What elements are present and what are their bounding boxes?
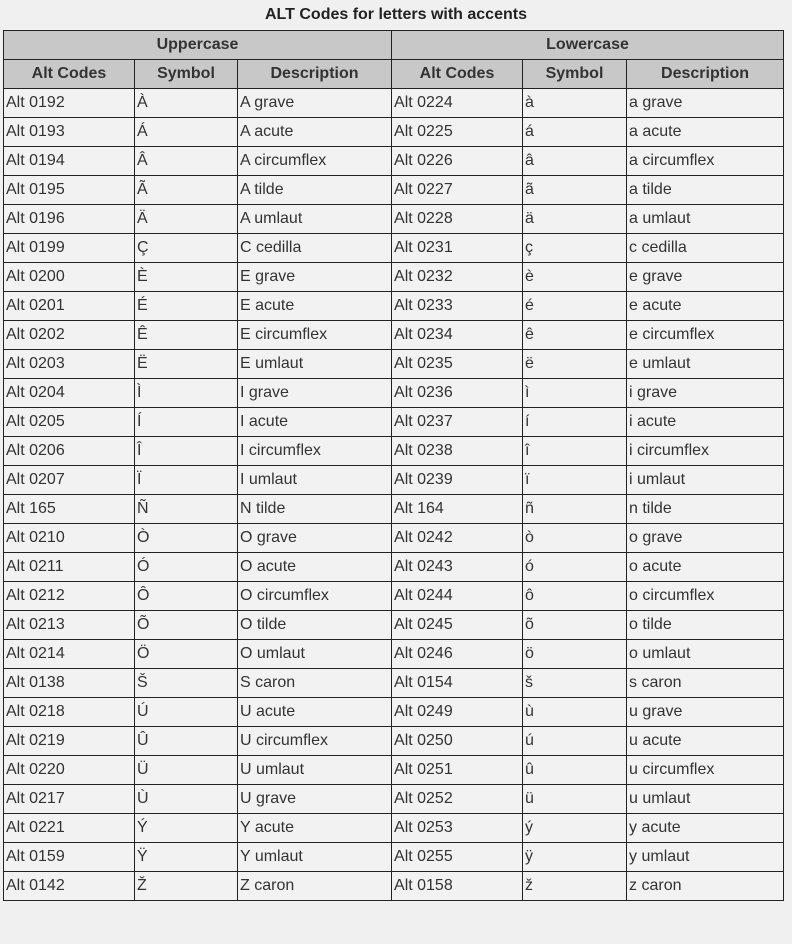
lowercase-symbol-cell: ÿ bbox=[523, 843, 627, 872]
uppercase-alt-code-cell: Alt 0142 bbox=[4, 872, 135, 901]
uppercase-symbol-cell: Ÿ bbox=[135, 843, 238, 872]
lowercase-alt-code-cell: Alt 0225 bbox=[392, 118, 523, 147]
uppercase-symbol-cell: Ã bbox=[135, 176, 238, 205]
lowercase-symbol-cell: ó bbox=[523, 553, 627, 582]
table-row bbox=[4, 756, 784, 785]
uppercase-alt-code-cell: Alt 0219 bbox=[4, 727, 135, 756]
lowercase-symbol-cell: ö bbox=[523, 640, 627, 669]
uppercase-symbol-cell: Ü bbox=[135, 756, 238, 785]
uppercase-description-cell: E circumflex bbox=[238, 321, 392, 350]
uppercase-alt-code-cell: Alt 0196 bbox=[4, 205, 135, 234]
uppercase-alt-code-cell: Alt 0205 bbox=[4, 408, 135, 437]
uppercase-description-cell: A tilde bbox=[238, 176, 392, 205]
table-row bbox=[4, 872, 784, 901]
uppercase-description-cell: O umlaut bbox=[238, 640, 392, 669]
uppercase-description-cell: A grave bbox=[238, 89, 392, 118]
uppercase-symbol-cell: Ñ bbox=[135, 495, 238, 524]
lowercase-description-cell: o umlaut bbox=[627, 640, 784, 669]
lowercase-symbol-cell: û bbox=[523, 756, 627, 785]
table-row bbox=[4, 118, 784, 147]
uppercase-symbol-cell: Š bbox=[135, 669, 238, 698]
lowercase-symbol-cell: ì bbox=[523, 379, 627, 408]
lowercase-alt-code-cell: Alt 0243 bbox=[392, 553, 523, 582]
lowercase-symbol-cell: à bbox=[523, 89, 627, 118]
table-row bbox=[4, 205, 784, 234]
lowercase-description-cell: a grave bbox=[627, 89, 784, 118]
uppercase-symbol-cell: Ç bbox=[135, 234, 238, 263]
lowercase-symbol-cell: ä bbox=[523, 205, 627, 234]
uppercase-symbol-cell: Ì bbox=[135, 379, 238, 408]
uppercase-symbol-cell: Ê bbox=[135, 321, 238, 350]
uppercase-symbol-cell: Ö bbox=[135, 640, 238, 669]
uppercase-description-cell: C cedilla bbox=[238, 234, 392, 263]
table-row bbox=[4, 408, 784, 437]
uppercase-description-cell: O circumflex bbox=[238, 582, 392, 611]
lowercase-alt-code-cell: Alt 0233 bbox=[392, 292, 523, 321]
table-row bbox=[4, 843, 784, 872]
uppercase-alt-code-cell: Alt 0220 bbox=[4, 756, 135, 785]
lowercase-alt-code-cell: Alt 0242 bbox=[392, 524, 523, 553]
lowercase-symbol-cell: ž bbox=[523, 872, 627, 901]
table-row bbox=[4, 553, 784, 582]
uppercase-alt-code-cell: Alt 165 bbox=[4, 495, 135, 524]
uppercase-alt-code-cell: Alt 0207 bbox=[4, 466, 135, 495]
lowercase-description-cell: u circumflex bbox=[627, 756, 784, 785]
lowercase-description-cell: c cedilla bbox=[627, 234, 784, 263]
lowercase-description-cell: u acute bbox=[627, 727, 784, 756]
lowercase-alt-code-cell: Alt 0235 bbox=[392, 350, 523, 379]
lowercase-alt-code-cell: Alt 0239 bbox=[392, 466, 523, 495]
uppercase-description-cell: Y acute bbox=[238, 814, 392, 843]
lowercase-description-cell: e acute bbox=[627, 292, 784, 321]
uppercase-description-cell: I umlaut bbox=[238, 466, 392, 495]
lowercase-alt-code-cell: Alt 0234 bbox=[392, 321, 523, 350]
uppercase-symbol-cell: Ž bbox=[135, 872, 238, 901]
lowercase-symbol-cell: á bbox=[523, 118, 627, 147]
uppercase-description-cell: U umlaut bbox=[238, 756, 392, 785]
uppercase-symbol-cell: Ý bbox=[135, 814, 238, 843]
lowercase-symbol-cell: è bbox=[523, 263, 627, 292]
table-row bbox=[4, 350, 784, 379]
uppercase-description-cell: U acute bbox=[238, 698, 392, 727]
column-header-description: Description bbox=[238, 60, 392, 89]
uppercase-symbol-cell: Â bbox=[135, 147, 238, 176]
uppercase-symbol-cell: Ï bbox=[135, 466, 238, 495]
lowercase-description-cell: i grave bbox=[627, 379, 784, 408]
lowercase-alt-code-cell: Alt 0252 bbox=[392, 785, 523, 814]
column-header-symbol: Symbol bbox=[135, 60, 238, 89]
lowercase-alt-code-cell: Alt 0245 bbox=[392, 611, 523, 640]
lowercase-description-cell: o circumflex bbox=[627, 582, 784, 611]
lowercase-symbol-cell: ò bbox=[523, 524, 627, 553]
table-row bbox=[4, 89, 784, 118]
lowercase-description-cell: a acute bbox=[627, 118, 784, 147]
uppercase-description-cell: E grave bbox=[238, 263, 392, 292]
table-row bbox=[4, 234, 784, 263]
lowercase-description-cell: o acute bbox=[627, 553, 784, 582]
uppercase-description-cell: O acute bbox=[238, 553, 392, 582]
lowercase-alt-code-cell: Alt 0231 bbox=[392, 234, 523, 263]
uppercase-alt-code-cell: Alt 0204 bbox=[4, 379, 135, 408]
lowercase-symbol-cell: î bbox=[523, 437, 627, 466]
lowercase-description-cell: s caron bbox=[627, 669, 784, 698]
table-row bbox=[4, 640, 784, 669]
uppercase-alt-code-cell: Alt 0203 bbox=[4, 350, 135, 379]
uppercase-alt-code-cell: Alt 0195 bbox=[4, 176, 135, 205]
lowercase-symbol-cell: ñ bbox=[523, 495, 627, 524]
lowercase-alt-code-cell: Alt 0246 bbox=[392, 640, 523, 669]
table-row bbox=[4, 466, 784, 495]
column-header-alt-codes: Alt Codes bbox=[392, 60, 523, 89]
lowercase-description-cell: y acute bbox=[627, 814, 784, 843]
lowercase-description-cell: e umlaut bbox=[627, 350, 784, 379]
uppercase-alt-code-cell: Alt 0217 bbox=[4, 785, 135, 814]
uppercase-description-cell: O tilde bbox=[238, 611, 392, 640]
lowercase-description-cell: e circumflex bbox=[627, 321, 784, 350]
lowercase-description-cell: u umlaut bbox=[627, 785, 784, 814]
lowercase-symbol-cell: ô bbox=[523, 582, 627, 611]
alt-codes-table bbox=[3, 30, 784, 901]
table-row bbox=[4, 263, 784, 292]
uppercase-symbol-cell: Ò bbox=[135, 524, 238, 553]
lowercase-description-cell: e grave bbox=[627, 263, 784, 292]
uppercase-alt-code-cell: Alt 0218 bbox=[4, 698, 135, 727]
lowercase-alt-code-cell: Alt 0244 bbox=[392, 582, 523, 611]
uppercase-alt-code-cell: Alt 0138 bbox=[4, 669, 135, 698]
lowercase-group-header: Lowercase bbox=[392, 31, 784, 60]
lowercase-alt-code-cell: Alt 0238 bbox=[392, 437, 523, 466]
table-row bbox=[4, 495, 784, 524]
lowercase-alt-code-cell: Alt 0255 bbox=[392, 843, 523, 872]
lowercase-description-cell: o tilde bbox=[627, 611, 784, 640]
lowercase-alt-code-cell: Alt 0237 bbox=[392, 408, 523, 437]
uppercase-alt-code-cell: Alt 0201 bbox=[4, 292, 135, 321]
lowercase-alt-code-cell: Alt 0226 bbox=[392, 147, 523, 176]
lowercase-alt-code-cell: Alt 0228 bbox=[392, 205, 523, 234]
lowercase-alt-code-cell: Alt 0253 bbox=[392, 814, 523, 843]
uppercase-description-cell: A circumflex bbox=[238, 147, 392, 176]
uppercase-group-header: Uppercase bbox=[4, 31, 392, 60]
uppercase-alt-code-cell: Alt 0193 bbox=[4, 118, 135, 147]
column-header-symbol: Symbol bbox=[523, 60, 627, 89]
table-row bbox=[4, 698, 784, 727]
uppercase-description-cell: E umlaut bbox=[238, 350, 392, 379]
lowercase-description-cell: a umlaut bbox=[627, 205, 784, 234]
uppercase-symbol-cell: Ú bbox=[135, 698, 238, 727]
table-row bbox=[4, 437, 784, 466]
lowercase-description-cell: i acute bbox=[627, 408, 784, 437]
lowercase-symbol-cell: ê bbox=[523, 321, 627, 350]
table-row bbox=[4, 814, 784, 843]
uppercase-description-cell: U circumflex bbox=[238, 727, 392, 756]
page-title: ALT Codes for letters with accents bbox=[265, 6, 527, 23]
lowercase-alt-code-cell: Alt 164 bbox=[392, 495, 523, 524]
table-row bbox=[4, 379, 784, 408]
uppercase-symbol-cell: Ä bbox=[135, 205, 238, 234]
lowercase-symbol-cell: õ bbox=[523, 611, 627, 640]
uppercase-description-cell: U grave bbox=[238, 785, 392, 814]
uppercase-symbol-cell: Ô bbox=[135, 582, 238, 611]
column-header-description: Description bbox=[627, 60, 784, 89]
uppercase-alt-code-cell: Alt 0214 bbox=[4, 640, 135, 669]
table-row bbox=[4, 582, 784, 611]
uppercase-alt-code-cell: Alt 0200 bbox=[4, 263, 135, 292]
uppercase-symbol-cell: À bbox=[135, 89, 238, 118]
uppercase-description-cell: Y umlaut bbox=[238, 843, 392, 872]
lowercase-description-cell: i umlaut bbox=[627, 466, 784, 495]
uppercase-alt-code-cell: Alt 0213 bbox=[4, 611, 135, 640]
lowercase-description-cell: a tilde bbox=[627, 176, 784, 205]
lowercase-alt-code-cell: Alt 0249 bbox=[392, 698, 523, 727]
lowercase-alt-code-cell: Alt 0250 bbox=[392, 727, 523, 756]
table-body bbox=[4, 89, 784, 901]
lowercase-symbol-cell: š bbox=[523, 669, 627, 698]
lowercase-description-cell: n tilde bbox=[627, 495, 784, 524]
lowercase-description-cell: y umlaut bbox=[627, 843, 784, 872]
lowercase-description-cell: a circumflex bbox=[627, 147, 784, 176]
uppercase-description-cell: I grave bbox=[238, 379, 392, 408]
uppercase-alt-code-cell: Alt 0206 bbox=[4, 437, 135, 466]
uppercase-alt-code-cell: Alt 0199 bbox=[4, 234, 135, 263]
lowercase-description-cell: i circumflex bbox=[627, 437, 784, 466]
uppercase-description-cell: A umlaut bbox=[238, 205, 392, 234]
table-row bbox=[4, 669, 784, 698]
uppercase-alt-code-cell: Alt 0210 bbox=[4, 524, 135, 553]
uppercase-symbol-cell: Ù bbox=[135, 785, 238, 814]
uppercase-symbol-cell: Õ bbox=[135, 611, 238, 640]
lowercase-alt-code-cell: Alt 0224 bbox=[392, 89, 523, 118]
lowercase-alt-code-cell: Alt 0227 bbox=[392, 176, 523, 205]
uppercase-description-cell: E acute bbox=[238, 292, 392, 321]
lowercase-alt-code-cell: Alt 0236 bbox=[392, 379, 523, 408]
uppercase-description-cell: N tilde bbox=[238, 495, 392, 524]
lowercase-alt-code-cell: Alt 0158 bbox=[392, 872, 523, 901]
lowercase-symbol-cell: ü bbox=[523, 785, 627, 814]
uppercase-description-cell: I circumflex bbox=[238, 437, 392, 466]
lowercase-symbol-cell: é bbox=[523, 292, 627, 321]
table-row bbox=[4, 524, 784, 553]
table-row bbox=[4, 727, 784, 756]
table-row bbox=[4, 321, 784, 350]
lowercase-symbol-cell: ë bbox=[523, 350, 627, 379]
uppercase-description-cell: S caron bbox=[238, 669, 392, 698]
lowercase-alt-code-cell: Alt 0154 bbox=[392, 669, 523, 698]
uppercase-symbol-cell: È bbox=[135, 263, 238, 292]
uppercase-symbol-cell: Í bbox=[135, 408, 238, 437]
uppercase-alt-code-cell: Alt 0159 bbox=[4, 843, 135, 872]
uppercase-symbol-cell: Á bbox=[135, 118, 238, 147]
lowercase-symbol-cell: ç bbox=[523, 234, 627, 263]
column-header-alt-codes: Alt Codes bbox=[4, 60, 135, 89]
lowercase-symbol-cell: í bbox=[523, 408, 627, 437]
lowercase-alt-code-cell: Alt 0251 bbox=[392, 756, 523, 785]
uppercase-description-cell: I acute bbox=[238, 408, 392, 437]
lowercase-symbol-cell: ï bbox=[523, 466, 627, 495]
uppercase-description-cell: Z caron bbox=[238, 872, 392, 901]
table-row bbox=[4, 176, 784, 205]
lowercase-description-cell: z caron bbox=[627, 872, 784, 901]
uppercase-alt-code-cell: Alt 0194 bbox=[4, 147, 135, 176]
lowercase-symbol-cell: â bbox=[523, 147, 627, 176]
uppercase-symbol-cell: Ë bbox=[135, 350, 238, 379]
uppercase-alt-code-cell: Alt 0202 bbox=[4, 321, 135, 350]
column-header-row bbox=[4, 60, 784, 89]
uppercase-description-cell: A acute bbox=[238, 118, 392, 147]
uppercase-alt-code-cell: Alt 0212 bbox=[4, 582, 135, 611]
lowercase-symbol-cell: ú bbox=[523, 727, 627, 756]
lowercase-description-cell: o grave bbox=[627, 524, 784, 553]
group-header-row bbox=[4, 31, 784, 60]
uppercase-symbol-cell: Î bbox=[135, 437, 238, 466]
uppercase-alt-code-cell: Alt 0211 bbox=[4, 553, 135, 582]
uppercase-symbol-cell: Ó bbox=[135, 553, 238, 582]
lowercase-symbol-cell: ù bbox=[523, 698, 627, 727]
uppercase-description-cell: O grave bbox=[238, 524, 392, 553]
lowercase-description-cell: u grave bbox=[627, 698, 784, 727]
uppercase-symbol-cell: É bbox=[135, 292, 238, 321]
table-row bbox=[4, 611, 784, 640]
lowercase-symbol-cell: ý bbox=[523, 814, 627, 843]
uppercase-alt-code-cell: Alt 0221 bbox=[4, 814, 135, 843]
uppercase-symbol-cell: Û bbox=[135, 727, 238, 756]
lowercase-symbol-cell: ã bbox=[523, 176, 627, 205]
lowercase-alt-code-cell: Alt 0232 bbox=[392, 263, 523, 292]
table-row bbox=[4, 147, 784, 176]
table-row bbox=[4, 292, 784, 321]
uppercase-alt-code-cell: Alt 0192 bbox=[4, 89, 135, 118]
table-row bbox=[4, 785, 784, 814]
